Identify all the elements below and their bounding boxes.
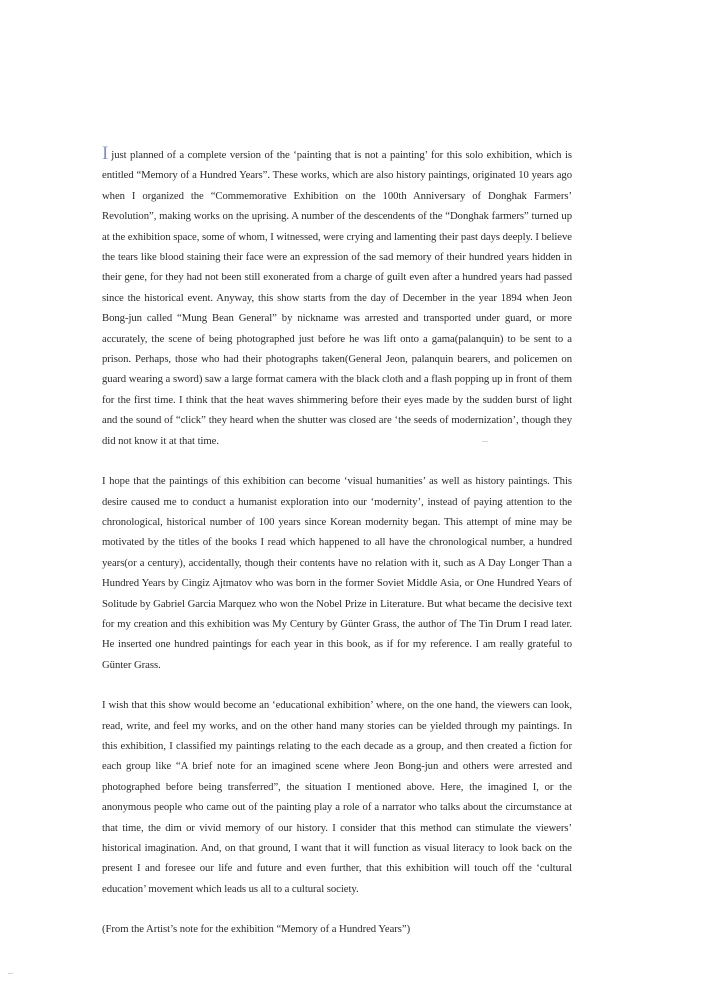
scan-mark-top xyxy=(482,441,488,442)
paragraph-visual-humanities: I hope that the paintings of this exhibition can become ‘visual humanities’ as well as history paintings. This desire caused me to conduct a humanist exploration into our ‘modernity’, instead of paying attention to the chronological, historical number of 100 years since Korean modernity began. This attempt of mine may be motivated by the titles of the books I read which happened to all have the chronological number, a hundred years(or a century), accidentally, though their contents have no relation with it, such as A Day Longer Than a Hundred Years by Cingiz Ajtmatov who was born in the former Soviet Middle Asia, or One Hundred Years of Solitude by Gabriel Garcia Marquez who won the Nobel Prize in Literature. But what became the decisive text for my creation and this exhibition was My Century by Günter Grass, the author of The Tin Drum I read later. He inserted one hundred paintings for each year in this book, as if for my reference. I am really grateful to Günter Grass. xyxy=(102,475,572,671)
paragraph-intro xyxy=(102,145,572,451)
essay-page xyxy=(102,145,572,940)
paragraph-educational-exhibition: I wish that this show would become an ‘educational exhibition’ where, on the one hand, the viewers can look, read, write, and feel my works, and on the other hand many stories can be yielded through my paintings. In this exhibition, I classified my paintings relating to the each decade as a group, and then created a fiction for each group like “A brief note for an imagined scene where Jeon Bong-jun and others were arrested and photographed before being transferred”, the situation I mentioned above. Here, the imagined I, or the anonymous people who came out of the painting play a role of a narrator who talks about the circumstance at that time, the dim or vivid memory of our history. I consider that this method can stimulate the viewers’ historical imagination. And, on that ground, I want that it will function as visual literacy to look back on the present I and foresee our life and future and even further, that this exhibition will touch off the ‘cultural education’ movement which leads us all to a cultural society. xyxy=(102,699,572,895)
scan-mark-bottom xyxy=(8,973,13,974)
drop-initial-letter: I xyxy=(102,143,109,164)
paragraph-intro-text: just planned of a complete version of the ‘painting that is not a painting’ for this solo exhibition, which is entitled “Memory of a Hundred Years”. These works, which are also history paintings, originated 10 years ago when I organized the “Commemorative Exhibition on the 100th Anniversary of Donghak Farmers’ Revolution”, making works on the uprising. A number of the descendents of the “Donghak farmers” turned up at the exhibition space, some of whom, I witnessed, were crying and lamenting their past days deeply. I believe the tears like blood staining their face were an expression of the sad memory of their hundred years hidden in their gene, for they had not been still exonerated from a charge of guilt even after a hundred years had passed since the historical event. Anyway, this show starts from the day of December in the year 1894 when Jeon Bong-jun called “Mung Bean General” by nickname was arrested and transported under guard, or more accurately, the scene of being photographed just before he was lift onto a gama(palanquin) to be sent to a prison. Perhaps, those who had their photographs taken(General Jeon, palanquin bearers, and policemen on guard wearing a sword) saw a large format camera with the black cloth and a flash popping up in front of them for the first time. I think that the heat waves shimmering before their eyes made by the sudden burst of light and the sound of “click” they heard when the shutter was closed are ‘the seeds of modernization’, though they did not know it at that time. xyxy=(102,149,572,447)
source-note: (From the Artist’s note for the exhibition “Memory of a Hundred Years”) xyxy=(102,923,411,936)
